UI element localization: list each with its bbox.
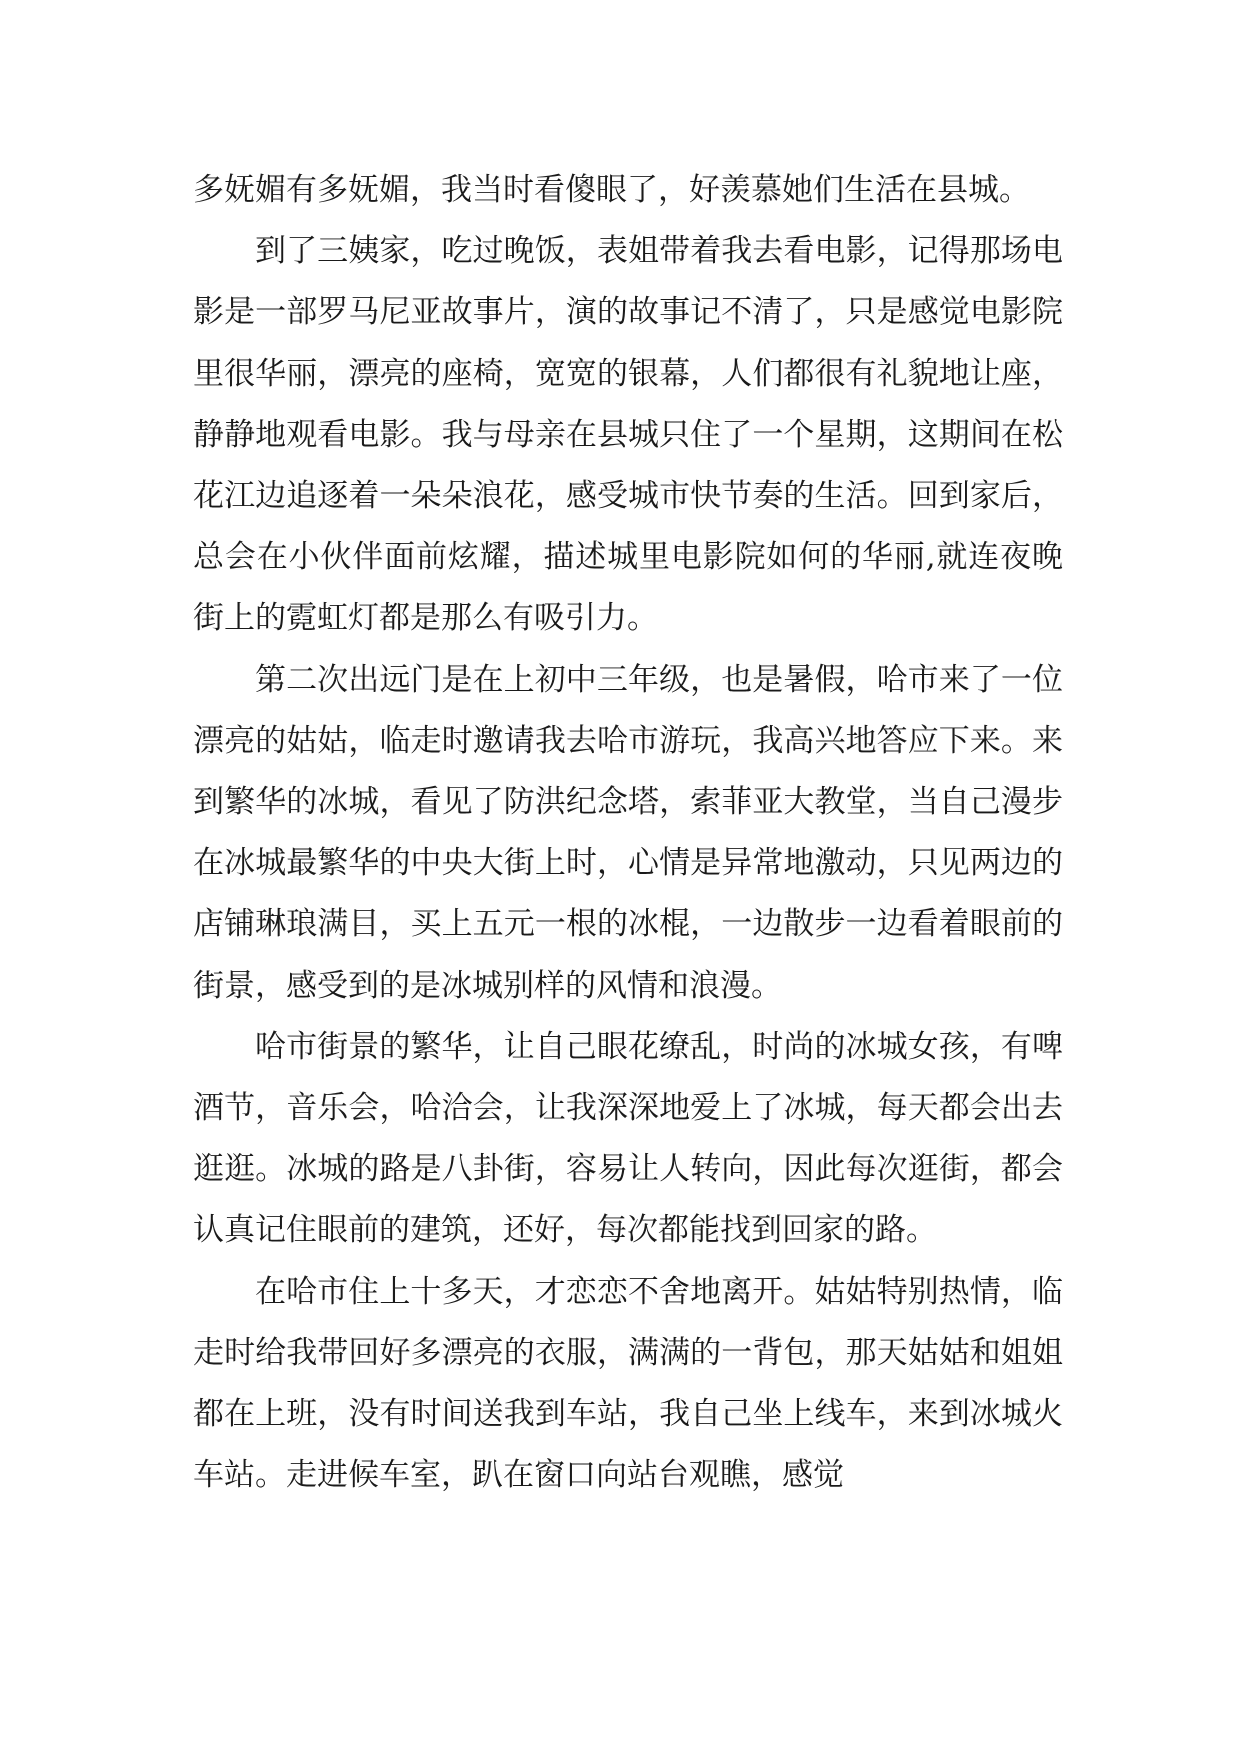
paragraph-3: 第二次出远门是在上初中三年级，也是暑假，哈市来了一位漂亮的姑姑，临走时邀请我去哈市游玩，我高兴地答应下来。来到繁华的冰城，看见了防洪纪念塔，索菲亚大教堂，当自己漫步在冰城最繁华的中央大街上时，心情是异常地激动，只见两边的店铺琳琅满目，买上五元一根的冰棍，一边散步一边看着眼前的街景，感受到的是冰城别样的风情和浪漫。 <box>193 661 1063 1004</box>
paragraph-2: 到了三姨家，吃过晚饭，表姐带着我去看电影，记得那场电影是一部罗马尼亚故事片，演的故事记不清了，只是感觉电影院里很华丽，漂亮的座椅，宽宽的银幕，人们都很有礼貌地让座，静静地观看电影。我与母亲在县城只住了一个星期，这期间在松花江边追逐着一朵朵浪花，感受城市快节奏的生活。回到家后，总会在小伙伴面前炫耀，描述城里电影院如何的华丽,就连夜晚街上的霓虹灯都是那么有吸引力。 <box>193 233 1063 637</box>
paragraph-5: 在哈市住上十多天，才恋恋不舍地离开。姑姑特别热情，临走时给我带回好多漂亮的衣服，满满的一背包，那天姑姑和姐姐都在上班，没有时间送我到车站，我自己坐上线车，来到冰城火车站。走进候车室，趴在窗口向站台观瞧，感觉 <box>193 1273 1063 1494</box>
paragraph-1: 多妩媚有多妩媚，我当时看傻眼了，好羡慕她们生活在县城。 <box>193 172 1030 208</box>
paragraph-4: 哈市街景的繁华，让自己眼花缭乱，时尚的冰城女孩，有啤酒节，音乐会，哈洽会，让我深深地爱上了冰城，每天都会出去逛逛。冰城的路是八卦街，容易让人转向，因此每次逛街，都会认真记住眼前的建筑，还好，每次都能找到回家的路。 <box>193 1028 1063 1249</box>
body-text <box>193 160 1063 1506</box>
